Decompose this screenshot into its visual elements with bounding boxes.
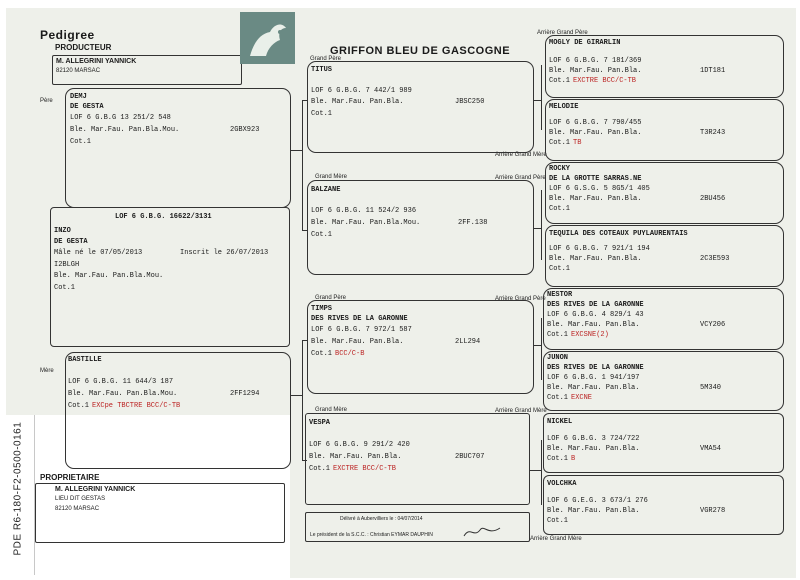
ggp5-awards: EXCSNE(2): [571, 331, 609, 339]
ggp2-lof: LOF 6 G.B.G. 7 790/455: [549, 119, 642, 127]
gp2-name1: TIMPS: [311, 305, 333, 313]
ggp6-color: Ble. Mar.Fau. Pan.Bla.: [547, 384, 640, 392]
ggp4-id: 2C3E593: [700, 255, 730, 263]
producer-address: 82120 MARSAC: [56, 68, 101, 74]
ggp6-name2: DES RIVES DE LA GARONNE: [547, 364, 644, 372]
father-cot: Cot.1: [70, 138, 92, 146]
gp2-color: Ble. Mar.Fau. Pan.Bla.: [311, 338, 404, 346]
ggp5-lof: LOF 6 G.B.G. 4 829/1 43: [547, 311, 644, 319]
label-mere: Mère: [40, 368, 54, 374]
ggp2-name1: MELODIE: [549, 103, 579, 111]
ggp1-id: 1DT181: [700, 67, 726, 75]
subject-name1: INZO: [54, 227, 71, 235]
connector: [541, 440, 542, 505]
gm1-cot: Cot.1: [311, 231, 333, 239]
gp1-lof: LOF 6 G.B.G. 7 442/1 989: [311, 87, 412, 95]
producer-label: PRODUCTEUR: [55, 43, 112, 52]
ggp7-lof: LOF 6 G.B.G. 3 724/722: [547, 435, 640, 443]
label-agp2: Arrière Grand Père: [495, 175, 546, 181]
ggp5-cot: Cot.1: [547, 331, 569, 339]
gp1-color: Ble. Mar.Fau. Pan.Bla.: [311, 98, 404, 106]
father-name1: DEMJ: [70, 93, 87, 101]
connector: [290, 150, 302, 151]
gp1-cot: Cot.1: [311, 110, 333, 118]
ggp6-id: 5M340: [700, 384, 722, 392]
gm1-name1: BALZANE: [311, 186, 341, 194]
gp2-lof: LOF 6 G.B.G. 7 972/1 587: [311, 326, 412, 334]
gp2-name2: DES RIVES DE LA GARONNE: [311, 315, 408, 323]
page-title: Pedigree: [40, 28, 95, 42]
connector: [530, 470, 541, 471]
subject-color: Ble. Mar.Fau. Pan.Bla.Mou.: [54, 272, 164, 280]
label-agm3: Arrière Grand Mère: [495, 408, 547, 414]
mother-awards: EXCpe TBCTRE BCC/C-TB: [92, 402, 181, 410]
owner-address2: 82120 MARSAC: [55, 506, 100, 512]
label-gp2: Grand Père: [315, 295, 347, 301]
ggp7-cot: Cot.1: [547, 455, 569, 463]
gm2-cot: Cot.1: [309, 465, 331, 473]
ggp3-color: Ble. Mar.Fau. Pan.Bla.: [549, 195, 642, 203]
mother-id: 2FF1294: [230, 390, 260, 398]
ggp4-color: Ble. Mar.Fau. Pan.Bla.: [549, 255, 642, 263]
gm1-id: 2FF.138: [458, 219, 488, 227]
subject-lof: LOF 6 G.B.G. 16622/3131: [115, 213, 212, 221]
gp2-id: 2LL294: [455, 338, 481, 346]
representative-text: Le président de la S.C.C. : Christian EYMAR DAUPHIN: [310, 532, 433, 538]
ggp3-id: 2BU456: [700, 195, 726, 203]
subject-registered: Inscrit le 26/07/2013: [180, 249, 269, 257]
subject-id: I2BLGH: [54, 261, 80, 269]
subject-birth: Mâle né le 07/05/2013: [54, 249, 143, 257]
ggp4-cot: Cot.1: [549, 265, 571, 273]
connector: [290, 395, 302, 396]
ggp5-name2: DES RIVES DE LA GARONNE: [547, 301, 644, 309]
mother-cot: Cot.1: [68, 402, 90, 410]
gm2-color: Ble. Mar.Fau. Pan.Bla.: [309, 453, 402, 461]
club-logo: [240, 12, 295, 64]
ggp2-cot: Cot.1: [549, 139, 571, 147]
signature-icon: [462, 522, 502, 540]
label-agp3: Arrière Grand Père: [495, 296, 546, 302]
connector: [533, 228, 541, 229]
label-gm1: Grand Mère: [315, 174, 348, 180]
ggp4-name1: TEQUILA DES COTEAUX PUYLAURENTAIS: [549, 230, 688, 238]
father-id: 2GBX923: [230, 126, 260, 134]
ggp6-cot: Cot.1: [547, 394, 569, 402]
breed-title: GRIFFON BLEU DE GASCOGNE: [330, 45, 511, 57]
delivered-text: Délivré à Aubervilliers le : 04/07/2014: [340, 516, 423, 522]
ggp1-name1: MOGLY DE GIRARLIN: [549, 39, 621, 47]
gm2-awards: EXCTRE BCC/C-TB: [333, 465, 397, 473]
ggp2-awards: TB: [573, 139, 582, 147]
label-agm4: Arrière Grand Mère: [530, 536, 582, 542]
ggp5-name1: NESTOR: [547, 291, 573, 299]
subject-name2: DE GESTA: [54, 238, 88, 246]
ggp1-lof: LOF 6 G.B.G. 7 181/369: [549, 57, 642, 65]
mother-name1: BASTILLE: [68, 356, 102, 364]
ggp6-name1: JUNON: [547, 354, 569, 362]
gp2-cot: Cot.1: [311, 350, 333, 358]
ggp4-lof: LOF 6 G.B.G. 7 921/1 194: [549, 245, 650, 253]
ggp3-name1: ROCKY: [549, 165, 571, 173]
ggp2-id: T3R243: [700, 129, 726, 137]
ggp7-name1: NICKEL: [547, 418, 573, 426]
owner-address1: LIEU DIT GESTAS: [55, 496, 106, 502]
ggp1-cot: Cot.1: [549, 77, 571, 85]
gm2-name1: VESPA: [309, 419, 331, 427]
ggp7-id: VMA54: [700, 445, 722, 453]
gm1-lof: LOF 6 G.B.G. 11 524/2 936: [311, 207, 417, 215]
connector: [541, 190, 542, 260]
ggp8-id: VGR278: [700, 507, 726, 515]
label-pere: Père: [40, 98, 53, 104]
ggp5-color: Ble. Mar.Fau. Pan.Bla.: [547, 321, 640, 329]
producer-name: M. ALLEGRINI YANNICK: [56, 58, 137, 65]
ggp3-name2: DE LA GROTTE SARRAS.NE: [549, 175, 642, 183]
owner-label: PROPRIETAIRE: [40, 473, 100, 482]
mother-lof: LOF 6 G.B.G. 11 644/3 187: [68, 378, 174, 386]
ggp7-awards: B: [571, 455, 576, 463]
connector: [541, 65, 542, 130]
ggp8-color: Ble. Mar.Fau. Pan.Bla.: [547, 507, 640, 515]
label-gm2: Grand Mère: [315, 407, 348, 413]
ggp6-awards: EXCNE: [571, 394, 593, 402]
ggp8-lof: LOF 6 G.E.G. 3 673/1 276: [547, 497, 648, 505]
mother-color: Ble. Mar.Fau. Pan.Bla.Mou.: [68, 390, 178, 398]
ggp8-name1: VOLCHKA: [547, 480, 577, 488]
father-lof: LOF 6 G.B.G 13 251/2 548: [70, 114, 171, 122]
label-agp1: Arrière Grand Père: [537, 30, 588, 36]
side-code: PDE R6-180-F2-0500-0161: [12, 421, 24, 556]
connector: [302, 100, 303, 230]
gp1-id: JBSC250: [455, 98, 485, 106]
ggp3-cot: Cot.1: [549, 205, 571, 213]
ggp2-color: Ble. Mar.Fau. Pan.Bla.: [549, 129, 642, 137]
ggp5-id: VCY206: [700, 321, 726, 329]
father-color: Ble. Mar.Fau. Pan.Bla.Mou.: [70, 126, 180, 134]
gp2-awards: BCC/C-B: [335, 350, 365, 358]
gm2-id: 2BUC707: [455, 453, 485, 461]
gm1-color: Ble. Mar.Fau. Pan.Bla.Mou.: [311, 219, 421, 227]
ggp7-color: Ble. Mar.Fau. Pan.Bla.: [547, 445, 640, 453]
connector: [533, 100, 541, 101]
owner-name: M. ALLEGRINI YANNICK: [55, 486, 136, 493]
connector: [541, 318, 542, 380]
label-agm1: Arrière Grand Mère: [495, 152, 547, 158]
ggp1-color: Ble. Mar.Fau. Pan.Bla.: [549, 67, 642, 75]
ggp1-awards: EXCTRE BCC/C-TB: [573, 77, 637, 85]
connector: [533, 345, 541, 346]
ggp3-lof: LOF 6 G.S.G. 5 8G5/1 405: [549, 185, 650, 193]
connector: [302, 340, 303, 460]
gp1-name1: TITUS: [311, 66, 333, 74]
subject-cot: Cot.1: [54, 284, 76, 292]
label-gp1: Grand Père: [310, 56, 342, 62]
ggp6-lof: LOF 6 G.B.G. 1 941/197: [547, 374, 640, 382]
father-name2: DE GESTA: [70, 103, 104, 111]
gm2-lof: LOF 6 G.B.G. 9 291/2 420: [309, 441, 410, 449]
ggp8-cot: Cot.1: [547, 517, 569, 525]
